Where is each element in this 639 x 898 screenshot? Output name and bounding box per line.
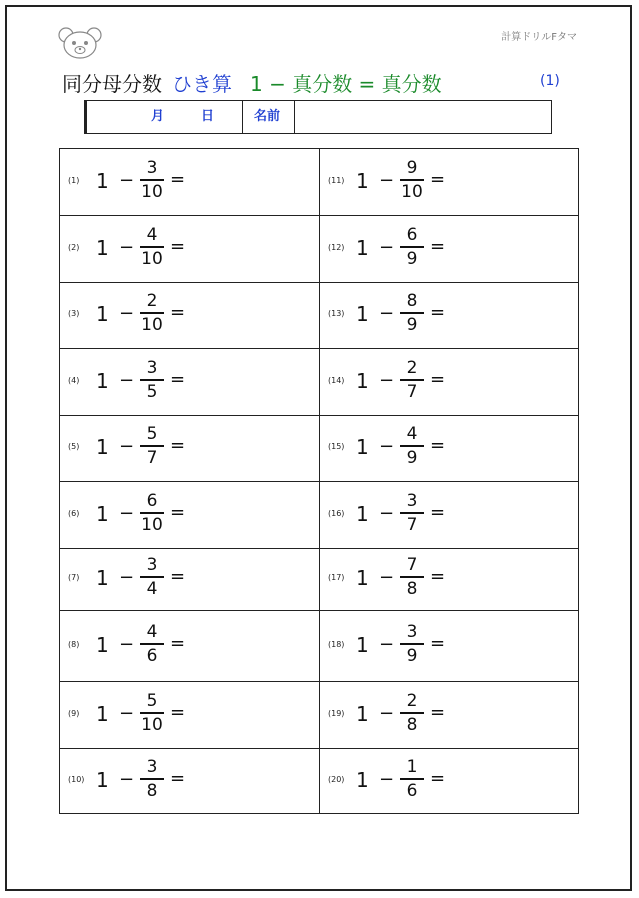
problem-item[interactable] [60,481,319,548]
fraction-bar [140,712,164,714]
month-label: 月 [151,109,165,124]
fraction-bar [140,246,164,248]
problem-number: (17) [328,573,345,582]
problem-number: (19) [328,709,345,718]
brand-label: 計算ドリルFタマ [501,32,577,43]
denominator: 9 [406,248,418,269]
numerator: 4 [406,424,418,444]
name-label: 名前 [254,109,281,124]
problem-number: (12) [328,243,345,252]
fraction-bar [140,379,164,381]
denominator: 9 [406,314,418,335]
equals-sign: = [430,369,446,390]
denominator: 10 [141,314,163,335]
problem-number: (9) [68,709,80,718]
fraction [140,555,164,599]
equals-sign: = [430,169,446,190]
fraction-bar [400,445,424,447]
whole-number: 1 [356,236,369,260]
denominator: 10 [141,248,163,269]
whole-number: 1 [96,768,109,792]
numerator: 3 [406,622,418,642]
bear-logo-icon [57,26,103,60]
whole-number: 1 [356,302,369,326]
minus-sign: − [119,303,135,324]
minus-sign: − [119,567,135,588]
fraction [400,555,424,599]
equals-sign: = [430,702,446,723]
numerator: 3 [406,491,418,511]
equals-sign: = [170,702,186,723]
fraction [400,225,424,269]
equals-sign: = [170,236,186,257]
fraction-bar [140,778,164,780]
numerator: 4 [146,225,158,245]
denominator: 4 [146,578,158,599]
denominator: 8 [406,578,418,599]
fraction-bar [400,512,424,514]
whole-number: 1 [356,169,369,193]
fraction-bar [400,712,424,714]
fraction-bar [400,246,424,248]
fraction [400,424,424,468]
numerator: 5 [146,691,158,711]
minus-sign: − [379,303,395,324]
numerator: 6 [146,491,158,511]
whole-number: 1 [96,502,109,526]
problem-number: (10) [68,775,85,784]
whole-number: 1 [356,768,369,792]
divider [242,101,243,133]
denominator: 10 [141,181,163,202]
fraction-bar [400,576,424,578]
numerator: 1 [406,757,418,777]
numerator: 9 [406,158,418,178]
denominator: 10 [401,181,423,202]
name-date-bar [84,100,552,134]
page-title [62,68,442,97]
problem-item[interactable] [320,215,579,282]
problem-number: (15) [328,442,345,451]
whole-number: 1 [96,566,109,590]
fraction-bar [140,445,164,447]
problem-item[interactable] [320,681,579,748]
sheet-number: (1) [540,73,560,89]
minus-sign: − [379,436,395,457]
minus-sign: − [119,237,135,258]
fraction [140,358,164,402]
equals-sign: = [430,236,446,257]
problem-item[interactable] [60,748,319,814]
whole-number: 1 [356,435,369,459]
divider [294,101,295,133]
numerator: 8 [406,291,418,311]
minus-sign: − [379,370,395,391]
problem-number: (3) [68,309,80,318]
equals-sign: = [430,435,446,456]
denominator: 8 [146,780,158,801]
fraction-bar [140,643,164,645]
minus-sign: − [379,567,395,588]
minus-sign: − [119,370,135,391]
numerator: 3 [146,358,158,378]
denominator: 7 [146,447,158,468]
problem-number: (16) [328,509,345,518]
numerator: 3 [146,757,158,777]
whole-number: 1 [96,169,109,193]
equals-sign: = [170,502,186,523]
denominator: 9 [406,645,418,666]
equals-sign: = [170,633,186,654]
fraction-bar [140,179,164,181]
whole-number: 1 [356,502,369,526]
title-topic: 同分母分数 [62,72,162,96]
problem-item[interactable] [320,610,579,681]
fraction-bar [400,179,424,181]
minus-sign: − [119,769,135,790]
fraction [400,158,424,202]
equals-sign: = [430,302,446,323]
numerator: 6 [406,225,418,245]
fraction [140,291,164,335]
equals-sign: = [170,768,186,789]
fraction [140,225,164,269]
fraction-bar [140,312,164,314]
problem-number: (1) [68,176,80,185]
day-label: 日 [201,109,215,124]
problem-item[interactable] [60,610,319,681]
fraction [140,158,164,202]
denominator: 7 [406,381,418,402]
fraction-bar [400,778,424,780]
numerator: 2 [146,291,158,311]
problem-item[interactable] [320,481,579,548]
problem-number: (8) [68,640,80,649]
equals-sign: = [170,435,186,456]
whole-number: 1 [96,236,109,260]
minus-sign: − [379,769,395,790]
problem-number: (4) [68,376,80,385]
equals-sign: = [170,369,186,390]
fraction [400,622,424,666]
numerator: 4 [146,622,158,642]
equals-sign: = [430,768,446,789]
problem-number: (7) [68,573,80,582]
problem-item[interactable] [320,748,579,814]
fraction [140,424,164,468]
equals-sign: = [170,302,186,323]
fraction [140,757,164,801]
numerator: 5 [146,424,158,444]
whole-number: 1 [96,369,109,393]
fraction-bar [400,312,424,314]
denominator: 6 [146,645,158,666]
minus-sign: − [379,503,395,524]
title-operation: ひき算 [172,72,232,96]
fraction [400,358,424,402]
whole-number: 1 [96,435,109,459]
denominator: 8 [406,714,418,735]
whole-number: 1 [96,702,109,726]
minus-sign: − [119,436,135,457]
fraction-bar [140,576,164,578]
problem-item[interactable] [320,415,579,481]
equals-sign: = [430,502,446,523]
problem-item[interactable] [60,348,319,415]
problem-item[interactable] [60,548,319,610]
whole-number: 1 [356,566,369,590]
denominator: 9 [406,447,418,468]
minus-sign: − [119,170,135,191]
equals-sign: = [430,633,446,654]
fraction-bar [400,643,424,645]
numerator: 2 [406,358,418,378]
problem-item[interactable] [320,149,579,215]
name-field[interactable] [297,101,547,133]
equals-sign: = [170,169,186,190]
problem-number: (14) [328,376,345,385]
fraction-bar [400,379,424,381]
fraction [140,691,164,735]
denominator: 6 [406,780,418,801]
denominator: 5 [146,381,158,402]
fraction [140,622,164,666]
numerator: 3 [146,158,158,178]
numerator: 7 [406,555,418,575]
fraction [400,491,424,535]
problem-item[interactable] [320,348,579,415]
problem-number: (6) [68,509,80,518]
problem-item[interactable] [60,149,319,215]
minus-sign: − [119,503,135,524]
fraction [400,291,424,335]
whole-number: 1 [356,369,369,393]
fraction [400,757,424,801]
whole-number: 1 [356,702,369,726]
equals-sign: = [430,566,446,587]
minus-sign: − [119,634,135,655]
problem-item[interactable] [60,282,319,348]
problem-item[interactable] [60,215,319,282]
minus-sign: − [379,634,395,655]
problem-number: (2) [68,243,80,252]
whole-number: 1 [356,633,369,657]
title-formula: 1 − 真分数 = 真分数 [250,72,442,96]
problem-item[interactable] [320,282,579,348]
whole-number: 1 [96,302,109,326]
numerator: 2 [406,691,418,711]
denominator: 7 [406,514,418,535]
fraction [140,491,164,535]
fraction-bar [140,512,164,514]
problem-item[interactable] [320,548,579,610]
numerator: 3 [146,555,158,575]
problem-item[interactable] [60,415,319,481]
problem-grid [59,148,579,814]
denominator: 10 [141,714,163,735]
problem-number: (18) [328,640,345,649]
problem-number: (20) [328,775,345,784]
minus-sign: − [119,703,135,724]
problem-number: (5) [68,442,80,451]
minus-sign: − [379,170,395,191]
minus-sign: − [379,237,395,258]
denominator: 10 [141,514,163,535]
whole-number: 1 [96,633,109,657]
problem-number: (13) [328,309,345,318]
problem-item[interactable] [60,681,319,748]
problem-number: (11) [328,176,345,185]
fraction [400,691,424,735]
minus-sign: − [379,703,395,724]
equals-sign: = [170,566,186,587]
